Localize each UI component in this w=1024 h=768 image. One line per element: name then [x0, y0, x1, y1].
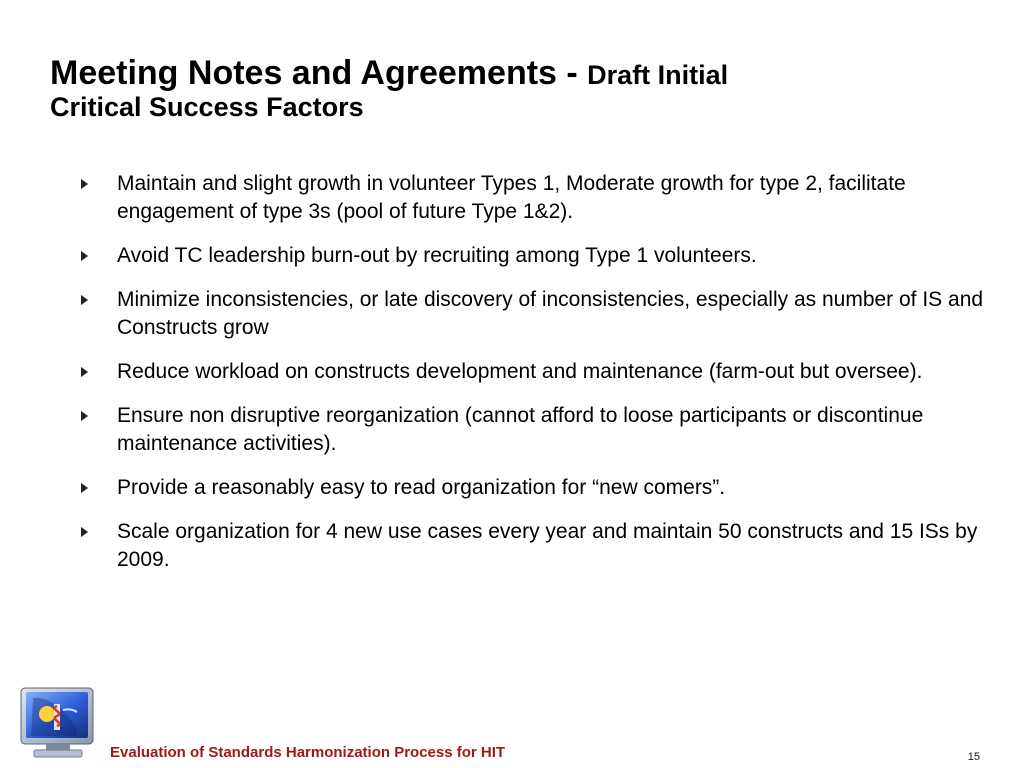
slide-title — [50, 54, 950, 122]
triangle-bullet-icon — [81, 527, 88, 537]
page-number: 15 — [967, 751, 980, 763]
slide-title-subtitle-line1: Draft Initial — [587, 60, 729, 90]
triangle-bullet-icon — [81, 367, 88, 377]
bullet-text: Maintain and slight growth in volunteer Types 1, Moderate growth for type 2, facilitate engagement of type 3s (pool of future Type 1&2). — [117, 172, 906, 223]
triangle-bullet-icon — [81, 295, 88, 305]
triangle-bullet-icon — [81, 179, 88, 189]
bullet-item — [78, 518, 998, 574]
triangle-bullet-icon — [81, 251, 88, 261]
bullet-text: Ensure non disruptive reorganization (cannot afford to loose participants or discontinue maintenance activities). — [117, 404, 924, 455]
triangle-bullet-icon — [81, 483, 88, 493]
bullet-item — [78, 402, 998, 458]
bullet-text: Provide a reasonably easy to read organization for “new comers”. — [117, 476, 726, 499]
medical-computer-logo-icon — [19, 686, 97, 760]
bullet-text: Scale organization for 4 new use cases every year and maintain 50 constructs and 15 ISs by 2009. — [117, 520, 978, 571]
bullet-text: Avoid TC leadership burn-out by recruiting among Type 1 volunteers. — [117, 244, 757, 267]
bullet-list — [78, 170, 998, 590]
bullet-item — [78, 286, 998, 342]
bullet-text: Reduce workload on constructs development and maintenance (farm-out but oversee). — [117, 360, 923, 383]
bullet-item — [78, 170, 998, 226]
bullet-item — [78, 242, 998, 270]
footer-title: Evaluation of Standards Harmonization Process for HIT — [110, 744, 506, 761]
bullet-item — [78, 358, 998, 386]
bullet-text: Minimize inconsistencies, or late discovery of inconsistencies, especially as number of IS and Constructs grow — [117, 288, 984, 339]
slide-title-main: Meeting Notes and Agreements - — [50, 54, 588, 92]
slide-title-subtitle-line2: Critical Success Factors — [50, 92, 364, 123]
bullet-item — [78, 474, 998, 502]
triangle-bullet-icon — [81, 411, 88, 421]
